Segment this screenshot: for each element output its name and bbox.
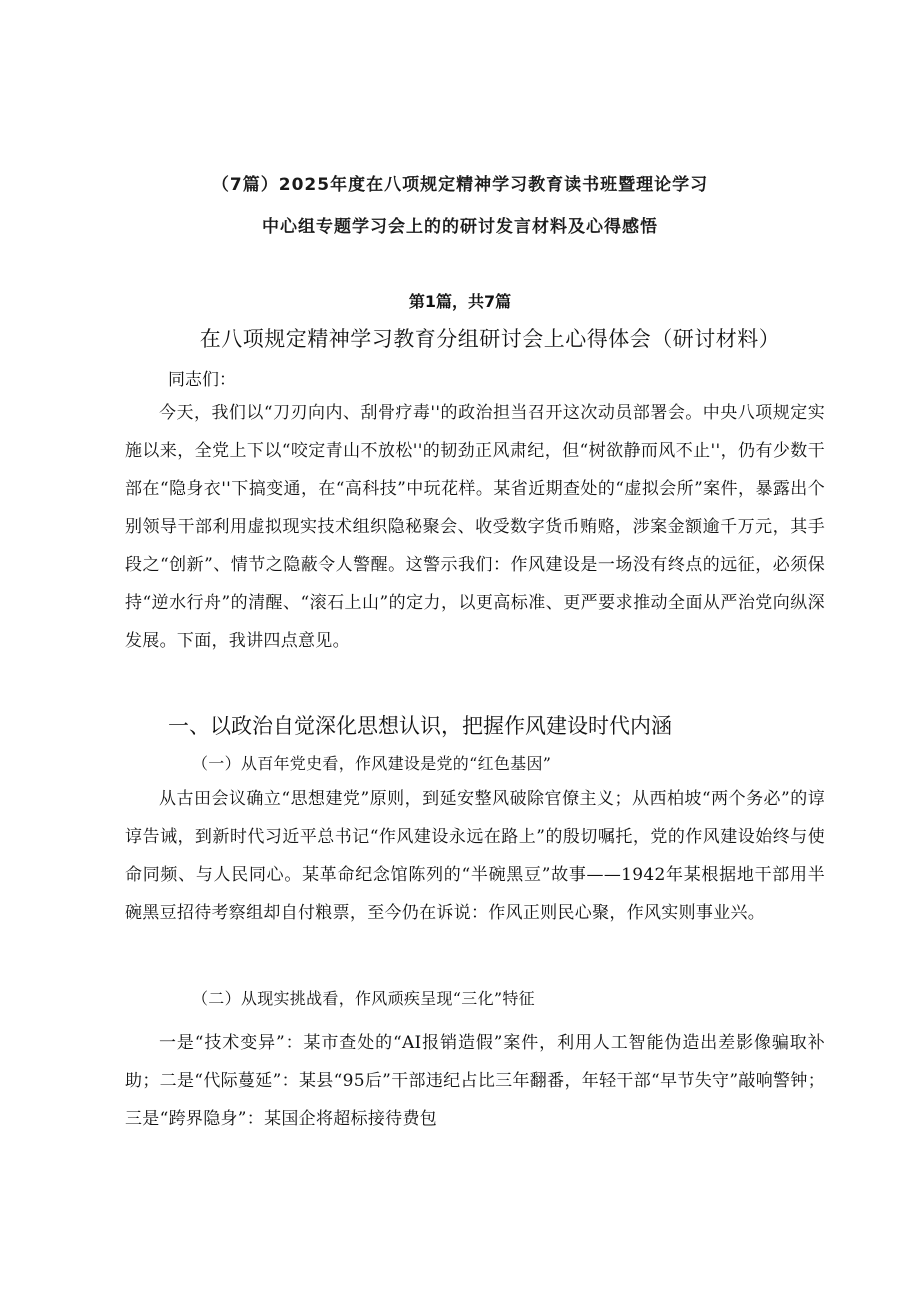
part-label: 第1篇，共7篇 <box>408 292 512 311</box>
document-title-line-1: （7篇）2025年度在八项规定精神学习教育读书班暨理论学习 <box>211 175 709 195</box>
subsection-1-heading: （一）从百年党史看，作风建设是党的“红色基因” <box>192 754 552 773</box>
subsection-2-paragraph: 一是“技术变异”：某市查处的“AI报销造假”案件，利用人工智能伪造出差影像骗取补助；二是“代际蔓延”：某县“95后”干部违纪占比三年翻番，年轻干部“早节失守”敲响警钟；三是“跨界隐身”：某国企将超标接待费包 <box>125 1033 825 1129</box>
section-1-heading: 一、以政治自觉深化思想认识，把握作风建设时代内涵 <box>168 714 672 738</box>
greeting: 同志们： <box>168 370 236 390</box>
document-title-line-2: 中心组专题学习会上的的研讨发言材料及心得感悟 <box>262 217 658 237</box>
article-title: 在八项规定精神学习教育分组研讨会上心得体会（研讨材料） <box>199 327 781 351</box>
subsection-1-paragraph: 从古田会议确立“思想建党”原则，到延安整风破除官僚主义；从西柏坡“两个务必”的谆谆告诫，到新时代习近平总书记“作风建设永远在路上”的殷切嘱托，党的作风建设始终与使命同频、与人民同心。某革命纪念馆陈列的“半碗黑豆”故事——1942年某根据地干部用半碗黑豆招待考察组却自付粮票，至今仍在诉说：作风正则民心聚，作风实则事业兴。 <box>125 789 825 923</box>
intro-paragraph: 今天，我们以“刀刃向内、刮骨疗毒''的政治担当召开这次动员部署会。中央八项规定实施以来，全党上下以“咬定青山不放松''的韧劲正风肃纪，但“树欲静而风不止''，仍有少数干部在“隐身衣''下搞变通，在“高科技”中玩花样。某省近期查处的“虚拟会所”案件，暴露出个别领导干部利用虚拟现实技术组织隐秘聚会、收受数字货币贿赂，涉案金额逾千万元，其手段之“创新”、情节之隐蔽令人警醒。这警示我们：作风建设是一场没有终点的远征，必须保持“逆水行舟”的清醒、“滚石上山”的定力，以更高标准、更严要求推动全面从严治党向纵深发展。下面，我讲四点意见。 <box>125 403 825 651</box>
subsection-2-heading: （二）从现实挑战看，作风顽疾呈现“三化”特征 <box>192 989 535 1008</box>
